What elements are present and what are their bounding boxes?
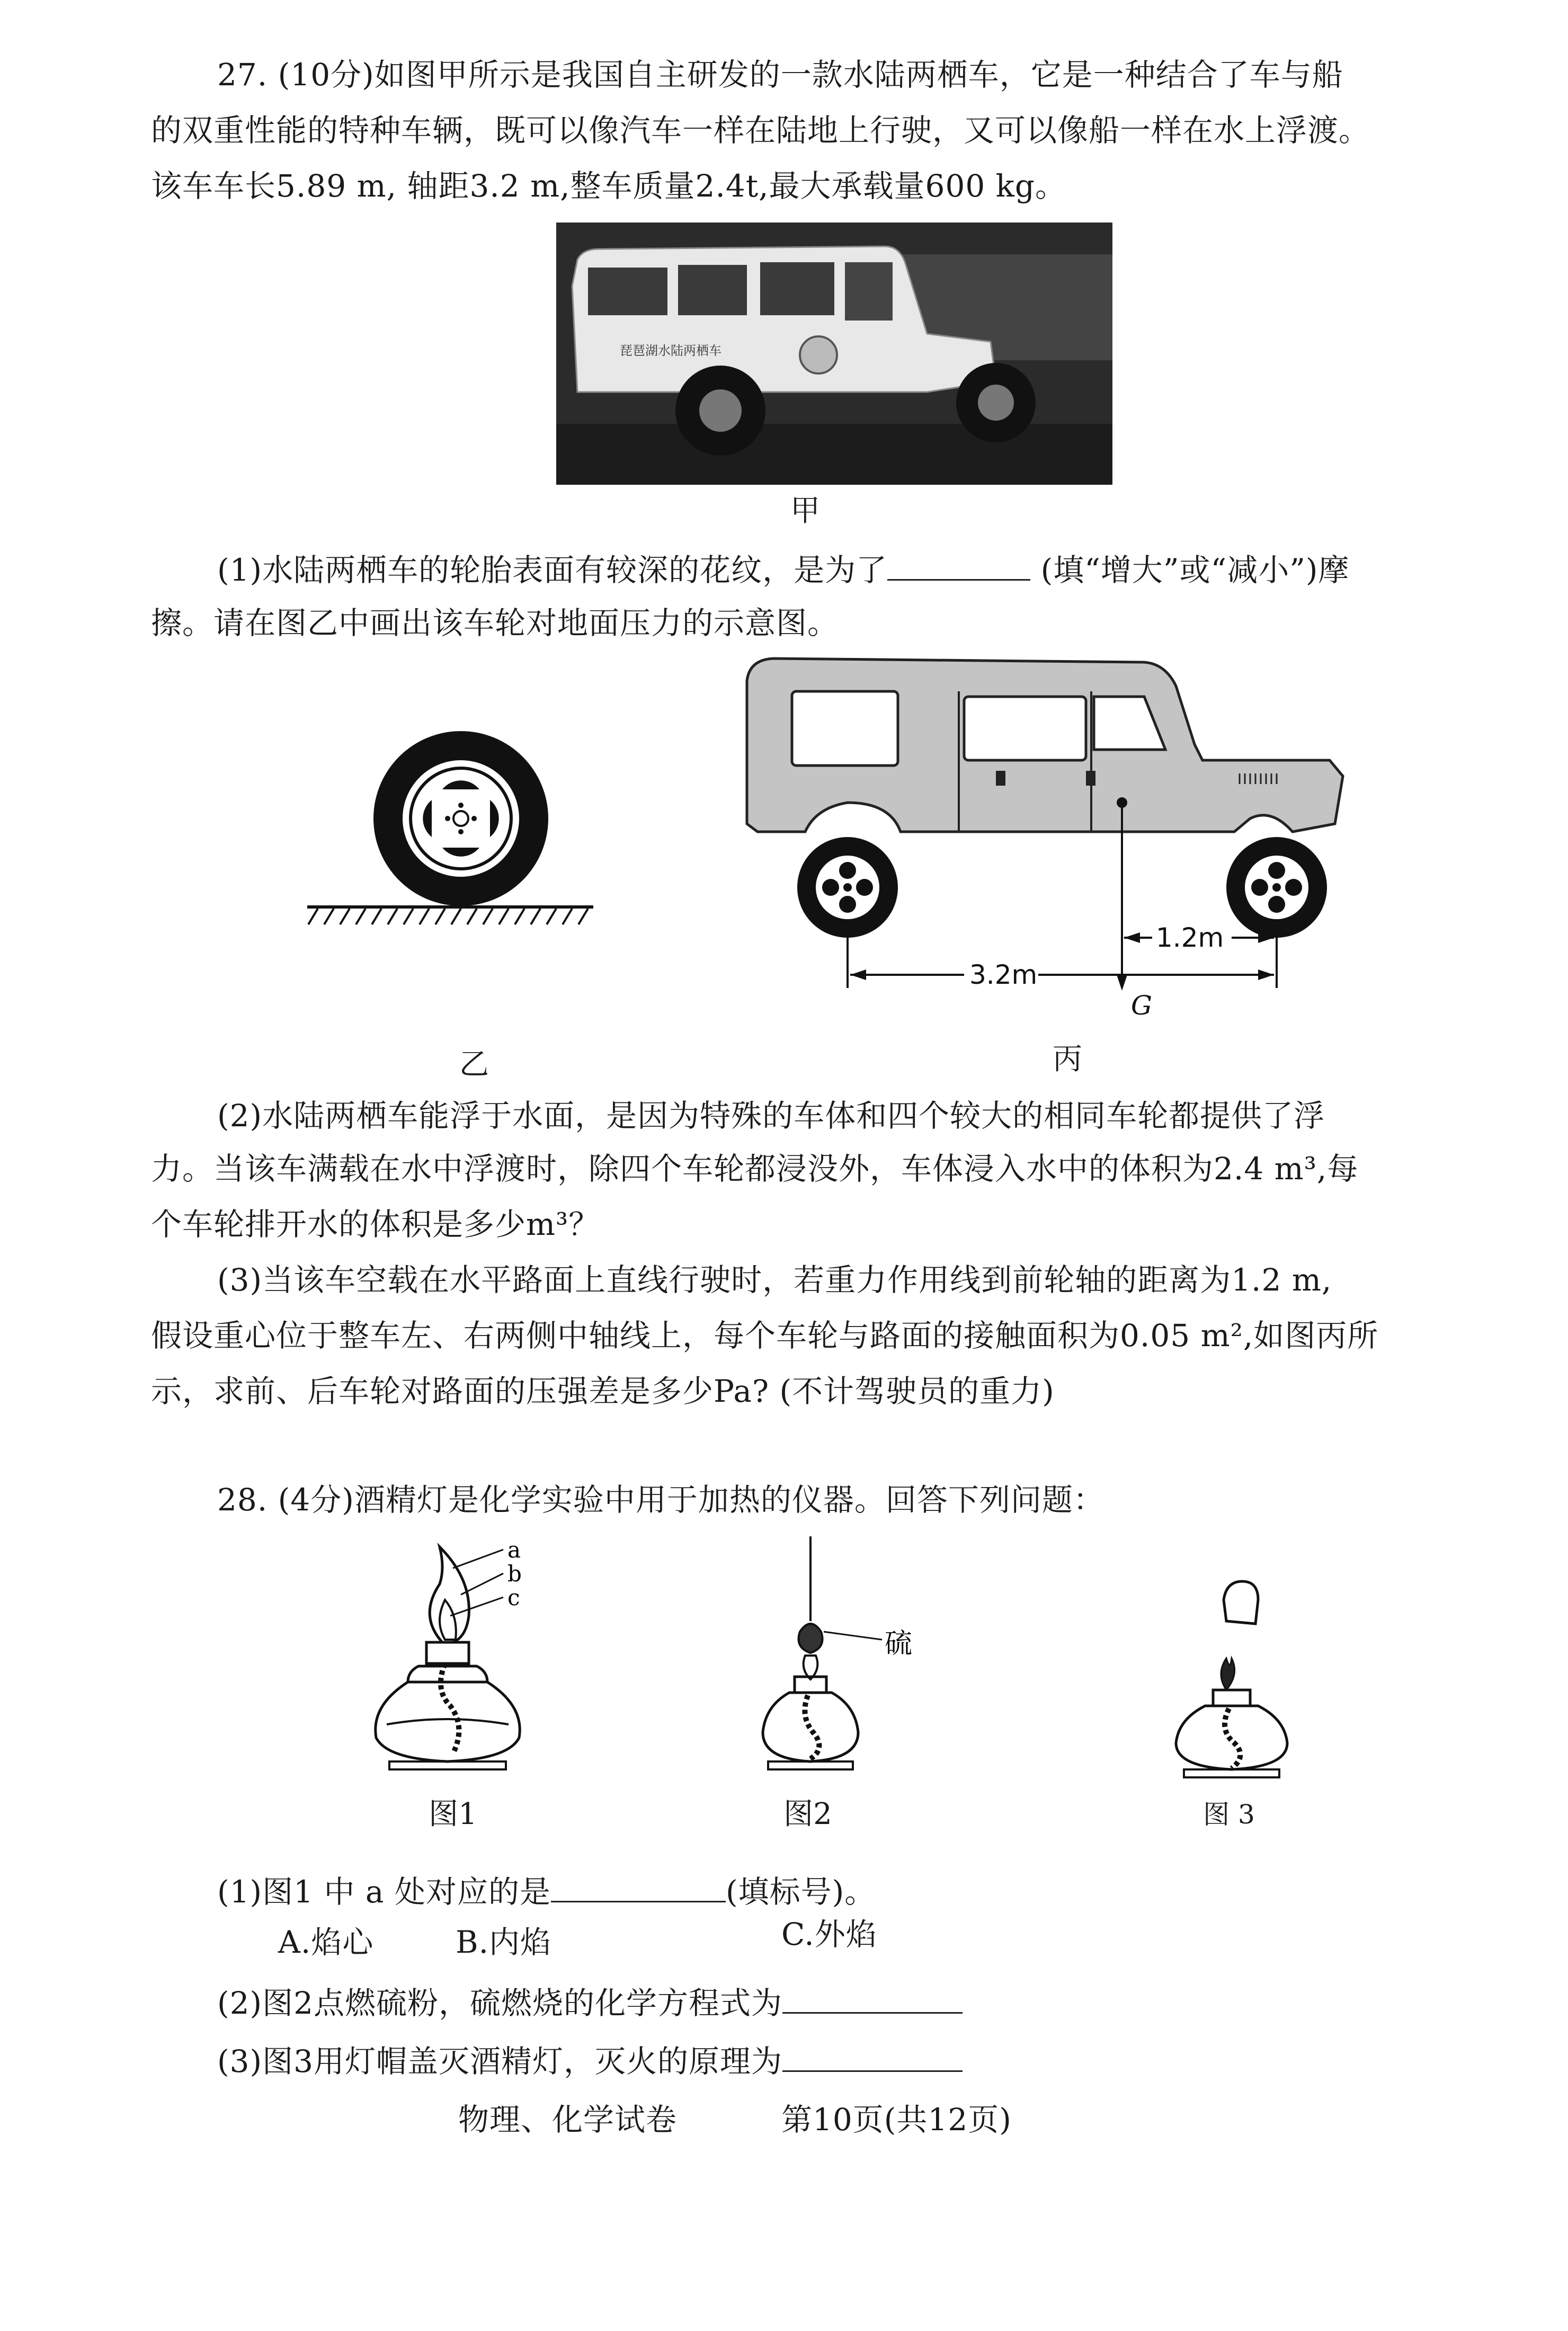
figure-yi-caption: 乙: [459, 1047, 489, 1082]
flame-label-b: b: [507, 1561, 522, 1587]
q27-part1-line2: 擦。请在图乙中画出该车轮对地面压力的示意图。: [151, 605, 839, 641]
q28-option-c: C.外焰: [781, 1916, 877, 1952]
gravity-label: G: [1131, 990, 1152, 1021]
footer-page-number: 第10页(共12页): [781, 2102, 1012, 2138]
q28-part2: [217, 1979, 963, 2027]
q27-part3-line2: 假设重心位于整车左、右两侧中轴线上，每个车轮与路面的接触面积为0.05 m²,如图丙所: [151, 1318, 1379, 1354]
q27-part2-line2: 力。当该车满载在水中浮渡时，除四个车轮都浸没外，车体浸入水中的体积为2.4 m³,每: [151, 1151, 1359, 1187]
q27-part1-text-a: (1)水陆两栖车的轮胎表面有较深的花纹，是为了: [217, 552, 888, 588]
figure1-caption: 图1: [429, 1797, 477, 1831]
figure1-alcohol-lamp: [366, 1536, 567, 1780]
q27-part2-line1: (2)水陆两栖车能浮于水面，是因为特殊的车体和四个较大的相同车轮都提供了浮: [217, 1098, 1325, 1134]
front-distance-dimension: 1.2m: [1156, 922, 1224, 953]
figure-bing-vehicle: [742, 649, 1367, 1030]
q28-option-b: B.内焰: [456, 1924, 552, 1960]
q27-part1-line1: [217, 546, 1349, 594]
q27-part2-line3: 个车轮排开水的体积是多少m³？: [151, 1206, 600, 1242]
q27-part1-text-b: (填“增大”或“减小”)摩: [1040, 552, 1350, 588]
figure-bing-caption: 丙: [1053, 1042, 1082, 1076]
q27-intro-line2: 的双重性能的特种车辆，既可以像汽车一样在陆地上行驶，又可以像船一样在水上浮渡。: [151, 112, 1370, 148]
vehicle-sign: 琵琶湖水陆两栖车: [620, 343, 721, 358]
footer-subject: 物理、化学试卷: [458, 2102, 678, 2138]
sulfur-label: 硫: [885, 1628, 913, 1660]
wheelbase-dimension: 3.2m: [969, 959, 1038, 990]
figure-jia-caption: 甲: [790, 494, 820, 528]
q27-part3-line1: (3)当该车空载在水平路面上直线行驶时，若重力作用线到前轮轴的距离为1.2 m,: [217, 1262, 1332, 1298]
q28-part3-text: (3)图3用灯帽盖灭酒精灯，灭火的原理为: [217, 2043, 783, 2079]
flame-label-a: a: [507, 1537, 521, 1563]
q28-part2-blank[interactable]: [782, 1980, 963, 2014]
q27-part3-line3: 示，求前、后车轮对路面的压强差是多少Pa? (不计驾驶员的重力): [151, 1373, 1055, 1409]
front-wheel: [1226, 837, 1327, 938]
q28-option-a: A.焰心: [278, 1924, 374, 1960]
q28-part1: [217, 1867, 876, 1916]
q28-part3: [217, 2037, 963, 2086]
q28-part1-text-b: (填标号)。: [725, 1874, 876, 1910]
q28-part3-blank[interactable]: [782, 2039, 963, 2072]
q27-intro-line1: 27. (10分)如图甲所示是我国自主研发的一款水陆两栖车，它是一种结合了车与船: [217, 57, 1343, 93]
q28-part2-text: (2)图2点燃硫粉，硫燃烧的化学方程式为: [217, 1985, 783, 2021]
rear-wheel: [797, 837, 898, 938]
q28-intro: 28. (4分)酒精灯是化学实验中用于加热的仪器。回答下列问题：: [217, 1482, 1104, 1518]
q28-part1-blank[interactable]: [551, 1869, 726, 1902]
q28-part1-text-a: (1)图1 中 a 处对应的是: [217, 1874, 551, 1910]
flame-label-c: c: [507, 1585, 520, 1611]
q27-part1-blank[interactable]: [887, 547, 1030, 581]
figure3-lamp-cap: [1165, 1579, 1303, 1780]
figure2-caption: 图2: [783, 1797, 832, 1831]
q27-intro-line3: 该车车长5.89 m, 轴距3.2 m,整车质量2.4t,最大承载量600 kg。: [151, 168, 1066, 204]
figure3-caption: 图 3: [1203, 1799, 1255, 1830]
figure-yi-wheel: [302, 731, 599, 943]
figure2-sulfur-burning: [752, 1536, 964, 1780]
amphibious-vehicle-photo: [556, 223, 1112, 485]
